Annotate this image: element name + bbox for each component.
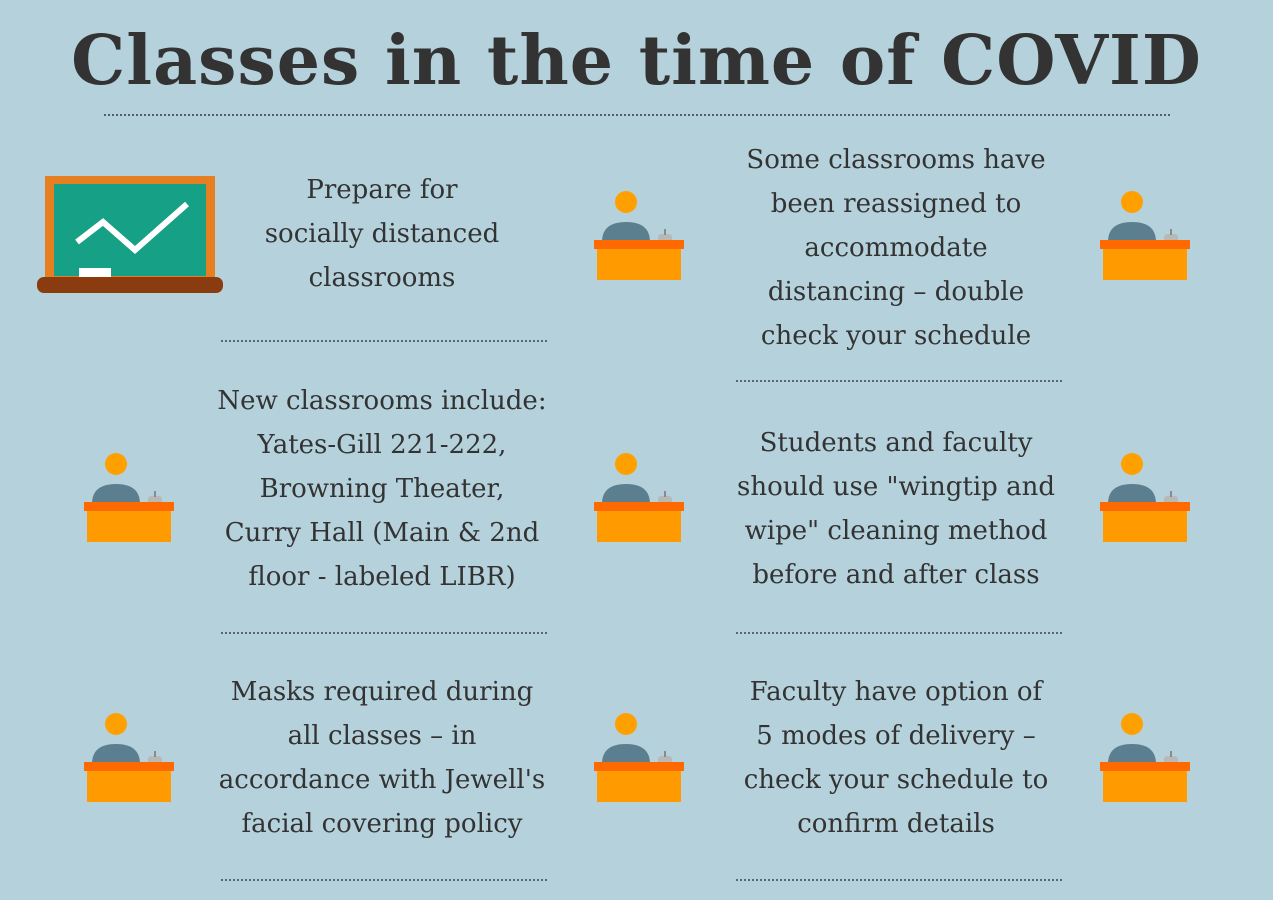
- masks-text: Masks required during all classes – in accordance with Jewell's facial covering policy: [218, 677, 546, 839]
- teacher-desk-icon: [1100, 452, 1192, 544]
- new-classrooms-text: New classrooms include: Yates-Gill 221-222, Browning Theater, Curry Hall (Main & 2nd floor - labeled LIBR): [217, 386, 547, 592]
- prepare-text: Prepare for socially distanced classrooms: [264, 175, 500, 293]
- divider: [221, 879, 547, 881]
- reassigned-text: Some classrooms have been reassigned to accommodate distancing – double check your schedule: [746, 145, 1046, 351]
- teacher-desk-icon: [594, 452, 686, 544]
- divider: [736, 632, 1062, 634]
- cleaning-text: Students and faculty should use "wingtip and wipe" cleaning method before and after class: [737, 428, 1055, 590]
- teacher-desk-icon: [594, 712, 686, 804]
- teacher-desk-icon: [1100, 712, 1192, 804]
- teacher-desk-icon: [594, 190, 686, 282]
- divider: [736, 879, 1062, 881]
- teacher-desk-icon: [84, 452, 176, 544]
- divider: [221, 632, 547, 634]
- delivery-text: Faculty have option of 5 modes of delivery – check your schedule to confirm details: [743, 677, 1049, 839]
- title-divider: [104, 114, 1170, 116]
- teacher-desk-icon: [84, 712, 176, 804]
- divider: [221, 340, 547, 342]
- divider: [736, 380, 1062, 382]
- chalkboard-icon: [37, 174, 223, 294]
- page-title: Classes in the time of COVID: [71, 21, 1202, 101]
- teacher-desk-icon: [1100, 190, 1192, 282]
